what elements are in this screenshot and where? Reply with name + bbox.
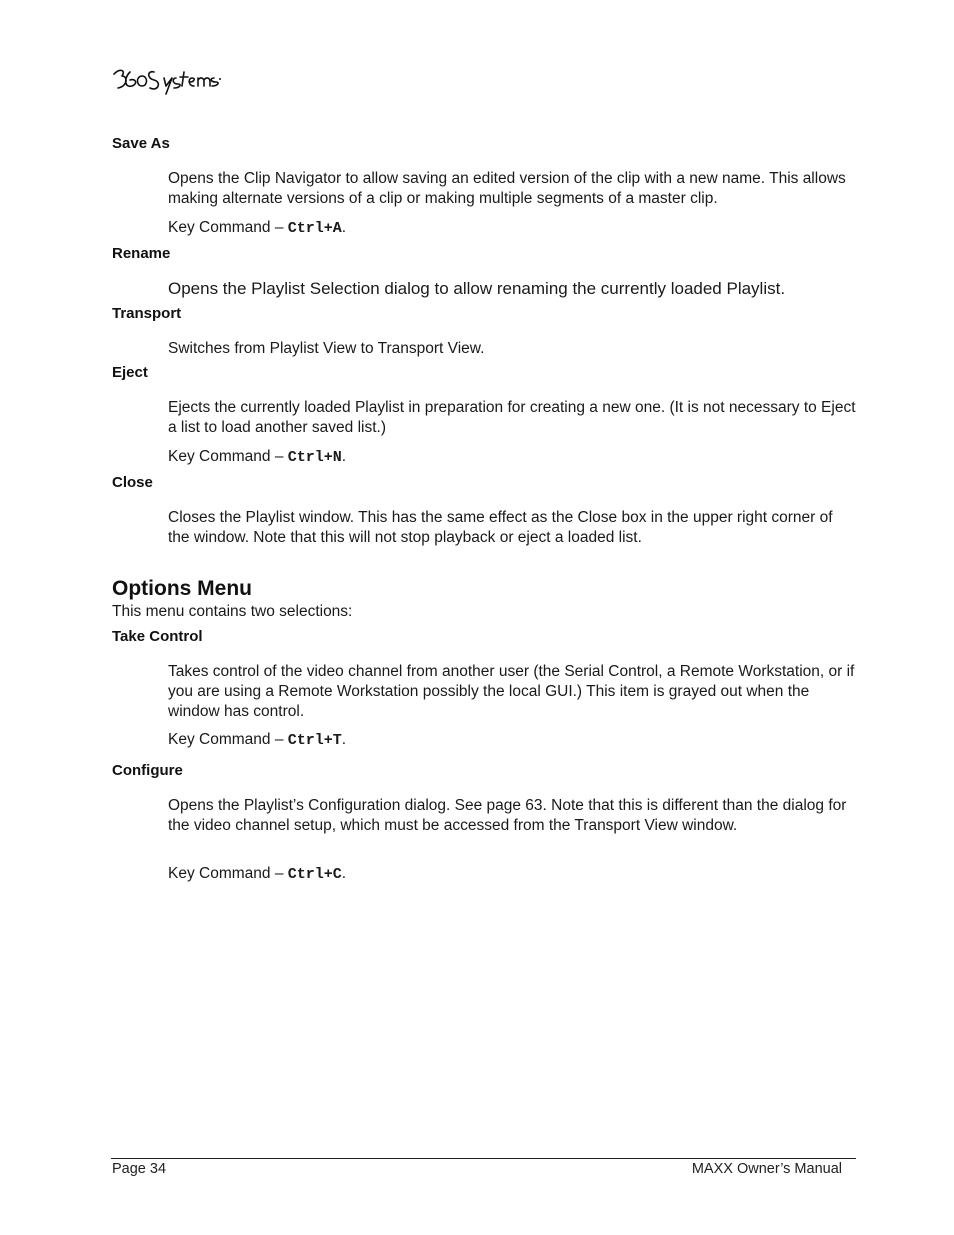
key-shortcut: Ctrl+C	[287, 866, 342, 883]
heading-rename: Rename	[112, 245, 171, 262]
company-logo	[110, 62, 224, 102]
key-command-label: Key Command –	[168, 731, 288, 748]
description-eject: Ejects the currently loaded Playlist in preparation for creating a new one. (It is not necessary to Eject a list to load another saved list.)	[168, 399, 856, 436]
description-rename: Opens the Playlist Selection dialog to allow renaming the currently loaded Playlist.	[168, 279, 786, 298]
description-transport: Switches from Playlist View to Transport View.	[168, 340, 485, 357]
key-command-eject	[168, 448, 346, 466]
key-shortcut: Ctrl+A	[287, 220, 342, 237]
heading-close: Close	[112, 474, 153, 491]
heading-configure: Configure	[112, 762, 183, 779]
description-close: Closes the Playlist window. This has the same effect as the Close box in the upper right corner of the window. Note that this will not stop playback or eject a loaded list.	[168, 509, 833, 546]
section-intro: This menu contains two selections:	[112, 603, 353, 620]
key-command-label: Key Command –	[168, 219, 288, 236]
key-command-suffix: .	[341, 865, 347, 882]
heading-eject: Eject	[112, 364, 148, 381]
key-command-label: Key Command –	[168, 448, 288, 465]
section-title-options-menu: Options Menu	[112, 577, 252, 600]
key-command-configure	[168, 865, 346, 883]
key-shortcut: Ctrl+N	[287, 449, 342, 466]
key-shortcut: Ctrl+T	[287, 732, 342, 749]
key-command-label: Key Command –	[168, 865, 288, 882]
page-number: Page 34	[112, 1161, 167, 1177]
footer-divider	[111, 1158, 856, 1159]
heading-take-control: Take Control	[112, 628, 203, 645]
heading-transport: Transport	[112, 305, 182, 322]
heading-save-as: Save As	[112, 135, 170, 152]
key-command-suffix: .	[341, 219, 347, 236]
key-command-suffix: .	[341, 448, 347, 465]
key-command-save-as	[168, 219, 346, 237]
description-take-control: Takes control of the video channel from another user (the Serial Control, a Remote Workstation, or if you are using a Remote Workstation possibly the local GUI.) This item is grayed out when the window has control.	[168, 663, 855, 720]
description-configure: Opens the Playlist’s Configuration dialog. See page 63. Note that this is different than the dialog for the video channel setup, which must be accessed from the Transport View window.	[168, 797, 847, 834]
manual-title: MAXX Owner’s Manual	[691, 1161, 842, 1177]
description-save-as: Opens the Clip Navigator to allow saving an edited version of the clip with a new name. This allows making alternate versions of a clip or making multiple segments of a master clip.	[168, 170, 846, 207]
key-command-take-control	[168, 731, 346, 749]
key-command-suffix: .	[341, 731, 347, 748]
